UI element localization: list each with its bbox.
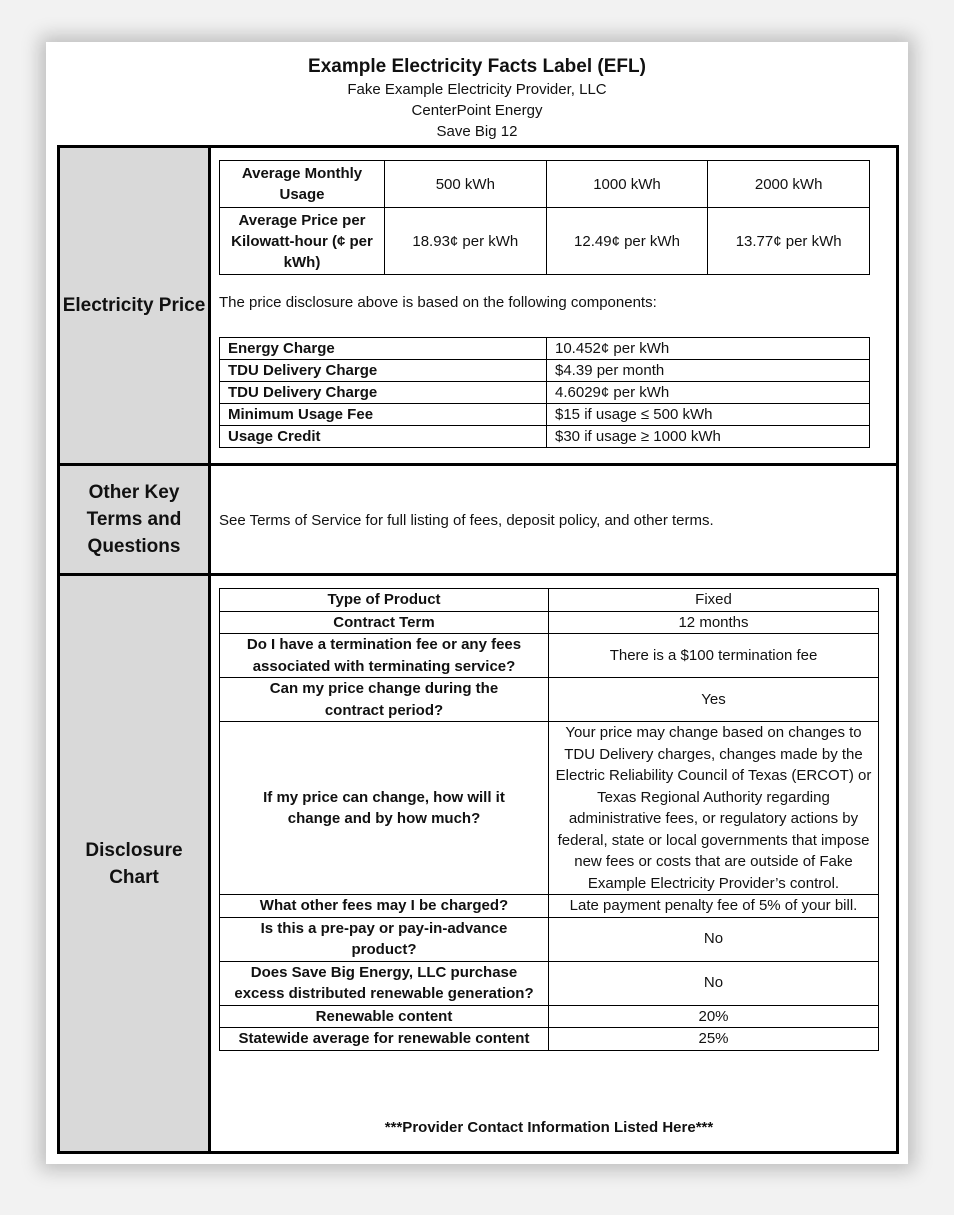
question-cell: Type of Product <box>220 589 549 612</box>
other-terms-text: See Terms of Service for full listing of fees, deposit policy, and other terms. <box>219 512 714 529</box>
component-name: TDU Delivery Charge <box>220 360 547 382</box>
answer-cell: Your price may change based on changes to TDU Delivery charges, changes made by the Electric Reliability Council of Texas (ERCOT) or Texas Regional Authority regarding administrative fees, or regulatory actions by federal, state or local governments that impose new fees or costs that are outside of Fake Example Electricity Provider’s control. <box>549 722 879 895</box>
table-row <box>220 917 879 961</box>
answer-cell: 25% <box>549 1028 879 1051</box>
answer-cell: Yes <box>549 678 879 722</box>
usage-1000: 1000 kWh <box>546 161 708 208</box>
answer-cell: 12 months <box>549 611 879 634</box>
document-header <box>46 42 908 142</box>
component-value: $4.39 per month <box>547 360 870 382</box>
question-cell: Can my price change during the contract period? <box>220 678 549 722</box>
table-row <box>220 961 879 1005</box>
provider-contact-line: ***Provider Contact Information Listed Here*** <box>384 1119 714 1136</box>
question-cell: Contract Term <box>220 611 549 634</box>
document-title: Example Electricity Facts Label (EFL) <box>308 56 646 77</box>
table-row <box>220 589 879 612</box>
component-value: $15 if usage ≤ 500 kWh <box>547 404 870 426</box>
disclosure-table <box>219 588 879 1051</box>
disclosure-chart-section <box>60 576 896 1151</box>
table-row <box>220 1005 879 1028</box>
usage-500: 500 kWh <box>385 161 547 208</box>
table-row <box>220 208 870 275</box>
answer-cell: No <box>549 917 879 961</box>
average-price-table <box>219 160 870 275</box>
table-row <box>220 611 879 634</box>
component-name: Energy Charge <box>220 338 547 360</box>
price-1000: 12.49¢ per kWh <box>546 208 708 275</box>
answer-cell: Fixed <box>549 589 879 612</box>
provider-name: Fake Example Electricity Provider, LLC <box>347 81 607 98</box>
component-value: 10.452¢ per kWh <box>547 338 870 360</box>
price-row-label: Average Price per Kilowatt-hour (¢ per kWh) <box>220 208 385 275</box>
component-name: Usage Credit <box>220 426 547 448</box>
table-row <box>220 404 870 426</box>
component-value: 4.6029¢ per kWh <box>547 382 870 404</box>
table-row <box>220 722 879 895</box>
other-terms-body <box>211 466 896 573</box>
table-row <box>220 634 879 678</box>
table-row <box>220 1028 879 1051</box>
component-value: $30 if usage ≥ 1000 kWh <box>547 426 870 448</box>
electricity-price-section <box>60 148 896 463</box>
electricity-price-body <box>211 148 896 463</box>
other-terms-section <box>60 466 896 573</box>
question-cell: Is this a pre-pay or pay-in-advance product? <box>220 917 549 961</box>
disclosure-chart-label: Disclosure Chart <box>60 576 211 1151</box>
component-name: Minimum Usage Fee <box>220 404 547 426</box>
price-components-table <box>219 337 870 448</box>
component-name: TDU Delivery Charge <box>220 382 547 404</box>
question-cell: What other fees may I be charged? <box>220 895 549 918</box>
utility-name: CenterPoint Energy <box>411 102 543 119</box>
answer-cell: 20% <box>549 1005 879 1028</box>
answer-cell: There is a $100 termination fee <box>549 634 879 678</box>
table-row <box>220 360 870 382</box>
price-disclosure-text: The price disclosure above is based on the following components: <box>219 294 657 311</box>
answer-cell: Late payment penalty fee of 5% of your bill. <box>549 895 879 918</box>
price-2000: 13.77¢ per kWh <box>708 208 870 275</box>
table-row <box>220 382 870 404</box>
electricity-price-label: Electricity Price <box>60 148 211 463</box>
table-row <box>220 895 879 918</box>
disclosure-chart-body <box>211 576 896 1151</box>
question-cell: Renewable content <box>220 1005 549 1028</box>
usage-2000: 2000 kWh <box>708 161 870 208</box>
table-row <box>220 161 870 208</box>
price-500: 18.93¢ per kWh <box>385 208 547 275</box>
question-cell: Statewide average for renewable content <box>220 1028 549 1051</box>
table-row <box>220 426 870 448</box>
efl-document <box>46 42 908 1164</box>
usage-row-label: Average Monthly Usage <box>220 161 385 208</box>
table-row <box>220 678 879 722</box>
question-cell: Does Save Big Energy, LLC purchase excess distributed renewable generation? <box>220 961 549 1005</box>
question-cell: Do I have a termination fee or any fees associated with terminating service? <box>220 634 549 678</box>
table-row <box>220 338 870 360</box>
plan-name: Save Big 12 <box>436 123 518 140</box>
efl-frame <box>57 145 899 1154</box>
answer-cell: No <box>549 961 879 1005</box>
other-terms-label: Other Key Terms and Questions <box>60 466 211 573</box>
question-cell: If my price can change, how will it change and by how much? <box>220 722 549 895</box>
